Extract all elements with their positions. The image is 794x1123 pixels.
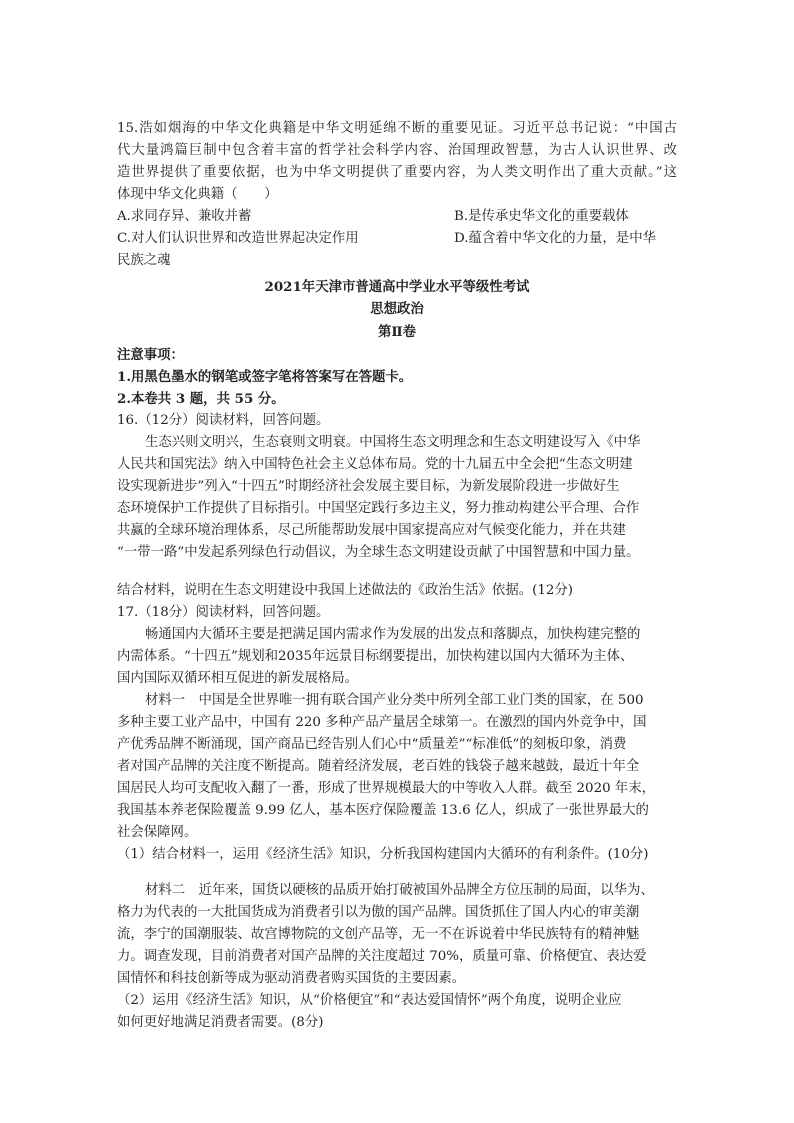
q17-material2-line: 力。调查发现，目前消费者对国产品牌的关注度超过 70%，质量可靠、价格便宜、表达爱 xyxy=(117,949,647,964)
q15-stem-line: 造世界提供了重要依据，也为中华文明提供了重要内容，为人类文明作出了重大贡献。”这 xyxy=(117,165,677,180)
q17-material2-line: 国情怀和科技创新等成为驱动消费者购买国货的主要因素。 xyxy=(117,971,466,986)
q16-material-line: “一带一路”中发起系列绿色行动倡议，为全球生态文明建设贡献了中国智慧和中国力量。 xyxy=(117,545,640,560)
q16-material-line: 态环境保护工作提供了目标指引。中国坚定践行多边主义，努力推动构建公平合理、合作 xyxy=(117,501,640,516)
exam-title: 2021年天津市普通高中学业水平等级性考试 xyxy=(264,279,530,295)
q15-stem-line: 体现中华文化典籍（ ） xyxy=(117,187,278,202)
q17-intro-line: 国内国际双循环相互促进的新发展格局。 xyxy=(117,671,359,686)
q17-material2-line: 格力为代表的一大批国货成为消费者引以为傲的国产品牌。国货抓住了国人内心的审美潮 xyxy=(117,905,640,920)
q15-option-d: D.蕴含着中华文化的力量，是中华 xyxy=(454,231,656,246)
notes-item-1: 1.用黑色墨水的钢笔或签字笔将答案写在答题卡。 xyxy=(117,369,413,385)
q15-option-d-continued: 民族之魂 xyxy=(117,253,171,268)
exam-volume: 第Ⅱ卷 xyxy=(377,324,417,340)
q17-material1-line: 者对国产品牌的关注度不断提高。随着经济发展，老百姓的钱袋子越来越鼓，最近十年全 xyxy=(117,759,640,774)
q17-question-2-continued: 如何更好地满足消费者需要。(8分) xyxy=(117,1015,324,1030)
q15-option-c: C.对人们认识世界和改造世界起决定作用 xyxy=(117,231,359,246)
q17-material1-line: 产优秀品牌不断涌现，国产商品已经告别人们心中“质量差”“标准低”的刻板印象，消费 xyxy=(117,737,627,752)
q17-material1-line: 国居民人均可支配收入翻了一番，形成了世界规模最大的中等收入人群。截至 2020 年末， xyxy=(117,781,656,796)
q16-material-line: 生态兴则文明兴，生态衰则文明衰。中国将生态文明理念和生态文明建设写入《中华 xyxy=(145,435,641,450)
q17-header: 17.（18分）阅读材料，回答问题。 xyxy=(117,605,330,620)
q17-material2-line: 材料二 近年来，国货以硬核的品质开始打破被国外品牌全方位压制的局面，以华为、 xyxy=(145,883,654,898)
notes-heading: 注意事项： xyxy=(117,347,184,363)
notes-item-2: 2.本卷共 3 题，共 55 分。 xyxy=(117,391,285,407)
q16-material-line: 人民共和国宪法》纳入中国特色社会主义总体布局。党的十九届五中全会把“生态文明建 xyxy=(117,457,633,472)
q17-material1-line: 我国基本养老保险覆盖 9.99 亿人，基本医疗保险覆盖 13.6 亿人，织成了一张世界最大的 xyxy=(117,803,649,818)
q15-stem-line: 代大量鸿篇巨制中包含着丰富的哲学社会科学内容、治国理政智慧，为古人认识世界、改 xyxy=(117,143,677,158)
q17-material1-line: 多种主要工业产品中，中国有 220 多种产品产量居全球第一。在激烈的国内外竞争中，国 xyxy=(117,715,647,730)
q17-material1-line: 社会保障网。 xyxy=(117,825,198,840)
q17-question-2: （2）运用《经济生活》知识，从“价格便宜”和“表达爱国情怀”两个角度，说明企业应 xyxy=(117,993,622,1008)
q17-question-1: （1）结合材料一，运用《经济生活》知识，分析我国构建国内大循环的有利条件。(10分) xyxy=(117,847,649,862)
q16-material-line: 共赢的全球环境治理体系，尽己所能帮助发展中国家提高应对气候变化能力，并在共建 xyxy=(117,523,626,538)
q17-intro-line: 内需体系。“十四五”规划和2035年远景目标纲要提出，加快构建以国内大循环为主体、 xyxy=(117,649,634,664)
q17-intro-line: 畅通国内大循环主要是把满足国内需求作为发展的出发点和落脚点，加快构建完整的 xyxy=(145,627,641,642)
q16-material-line: 设实现新进步”列入“十四五”时期经济社会发展主要目标，为新发展阶段进一步做好生 xyxy=(117,479,620,494)
exam-subject: 思想政治 xyxy=(370,301,424,317)
q17-material2-line: 流，李宁的国潮服装、故宫博物院的文创产品等，无一不在诉说着中华民族特有的精神魅 xyxy=(117,927,640,942)
q16-header: 16.（12分）阅读材料，回答问题。 xyxy=(117,413,330,428)
q15-stem-line: 15.浩如烟海的中华文化典籍是中华文明延绵不断的重要见证。习近平总书记说：“中国古 xyxy=(117,121,677,136)
q17-material1-line: 材料一 中国是全世界唯一拥有联合国产业分类中所列全部工业门类的国家，在 500 xyxy=(145,693,644,708)
q15-option-b: B.是传承史华文化的重要载体 xyxy=(454,209,629,224)
q16-question: 结合材料，说明在生态文明建设中我国上述做法的《政治生活》依据。(12分) xyxy=(117,583,573,598)
q15-option-a: A.求同存异、兼收并蓄 xyxy=(117,209,252,224)
